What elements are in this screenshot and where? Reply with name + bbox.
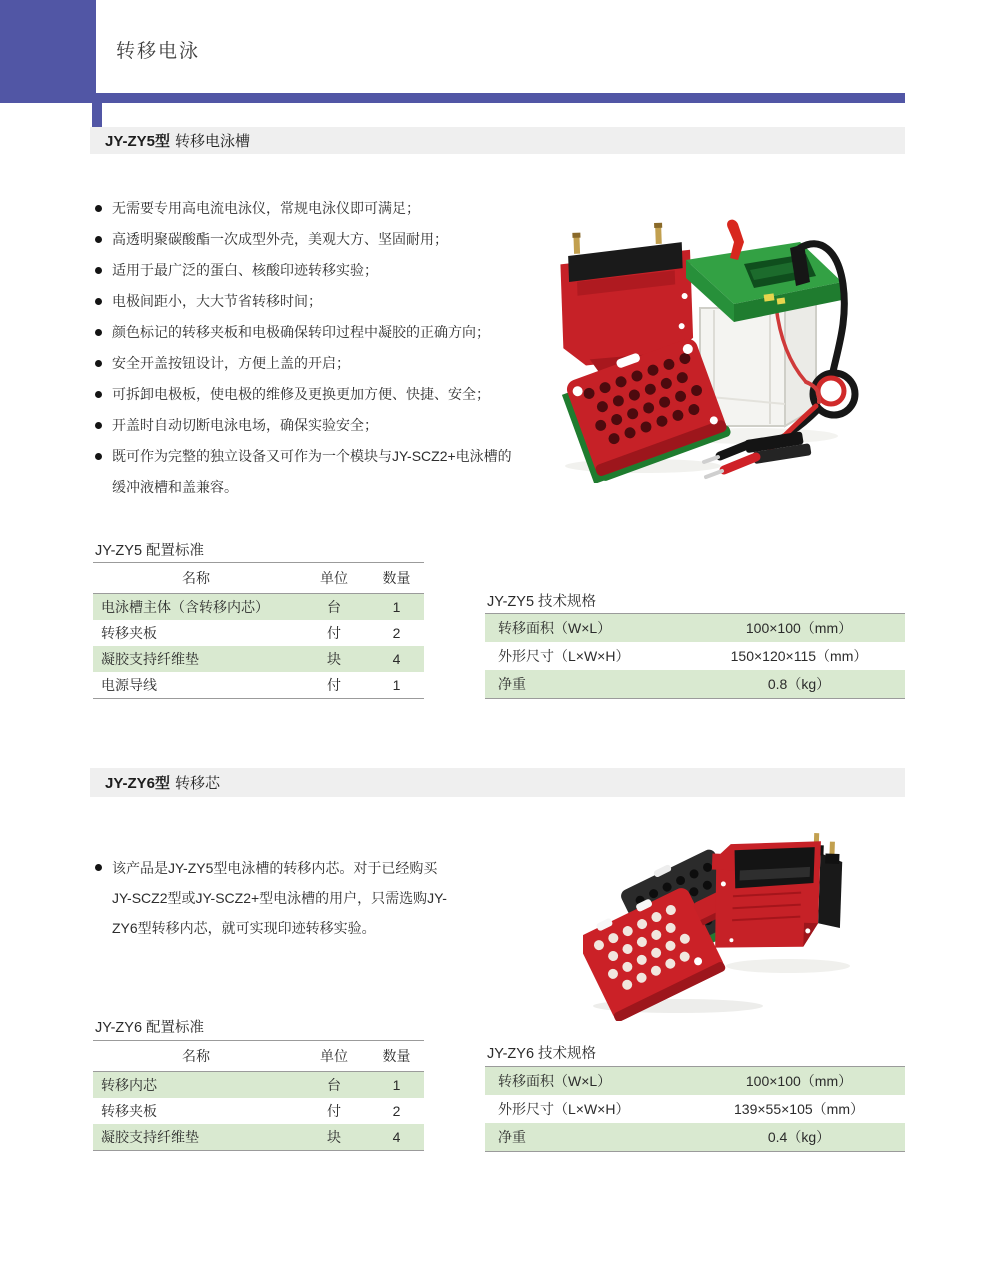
feature-item: 既可作为完整的独立设备又可作为一个模块与JY-SCZ2+电泳槽的缓冲液槽和盖兼容。 (93, 441, 525, 503)
table-row (485, 1067, 905, 1095)
cell-unit: 块 (327, 1129, 341, 1145)
column-header: 数量 (382, 1048, 411, 1064)
cell-qty: 2 (392, 1103, 401, 1119)
cell-qty: 1 (392, 1077, 401, 1093)
cell-label: 外形尺寸（L×W×H） (498, 648, 630, 664)
feature-item: 无需要专用高电流电泳仪，常规电泳仪即可满足； (93, 193, 525, 224)
config-table-jyzy5 (93, 562, 424, 699)
cell-name: 电泳槽主体（含转移内芯） (101, 599, 269, 615)
header-accent-bar (96, 93, 905, 103)
feature-item: 开盖时自动切断电泳电场，确保实验安全； (93, 410, 525, 441)
column-header: 单位 (320, 570, 348, 586)
feature-item: 可拆卸电极板，使电极的维修及更换更加方便、快捷、安全； (93, 379, 525, 410)
spec-table-jyzy6 (485, 1066, 905, 1152)
feature-item: 颜色标记的转移夹板和电极确保转印过程中凝胶的正确方向； (93, 317, 525, 348)
cell-value: 150×120×115（mm） (730, 648, 868, 664)
table-row (93, 646, 424, 672)
cell-name: 凝胶支持纤维垫 (101, 651, 199, 667)
cell-qty: 1 (392, 599, 401, 615)
table-row (93, 1098, 424, 1124)
tank-lid (686, 220, 842, 322)
spec-table-title: JY-ZY6 技术规格 (487, 1046, 597, 1062)
table-row (485, 1123, 905, 1151)
corner-accent-block (0, 0, 96, 103)
header-accent-stub (92, 103, 102, 128)
table-header-row (93, 563, 424, 594)
cell-name: 转移夹板 (101, 1103, 157, 1119)
cell-label: 转移面积（W×L） (498, 1073, 612, 1089)
cell-value: 0.4（kg） (767, 1129, 831, 1145)
section-model-label: JY-ZY5型 (105, 133, 171, 150)
spec-table-jyzy5 (485, 613, 905, 699)
column-header: 名称 (182, 1048, 210, 1064)
table-row (485, 1095, 905, 1123)
transfer-core (709, 830, 843, 952)
section-name-label: 转移芯 (175, 775, 221, 792)
cell-label: 转移面积（W×L） (498, 620, 612, 636)
section-header-jyzy5 (90, 127, 905, 154)
table-row (93, 594, 424, 620)
page-title: 转移电泳 (116, 41, 201, 62)
cell-name: 转移内芯 (101, 1077, 157, 1093)
table-row (93, 620, 424, 646)
column-header: 名称 (182, 570, 210, 586)
section-name-label: 转移电泳槽 (175, 133, 251, 150)
cell-unit: 付 (327, 1103, 341, 1119)
spec-table-title: JY-ZY5 技术规格 (487, 594, 597, 610)
config-table-title: JY-ZY6 配置标准 (95, 1020, 205, 1036)
cell-value: 100×100（mm） (745, 1073, 853, 1089)
column-header: 数量 (382, 570, 411, 586)
feature-item: 高透明聚碳酸酯一次成型外壳，美观大方、坚固耐用； (93, 224, 525, 255)
cell-unit: 块 (327, 651, 341, 667)
table-row (93, 672, 424, 698)
table-row (485, 614, 905, 642)
section-header-jyzy6 (90, 768, 905, 797)
cell-value: 100×100（mm） (745, 620, 853, 636)
cell-name: 转移夹板 (101, 625, 157, 641)
table-row (485, 670, 905, 698)
cell-unit: 付 (327, 625, 341, 641)
table-row (93, 1124, 424, 1150)
cell-qty: 4 (392, 1129, 401, 1145)
cell-qty: 4 (392, 651, 401, 667)
cell-label: 净重 (498, 1129, 526, 1145)
cell-unit: 付 (327, 677, 341, 693)
feature-item: 电极间距小，大大节省转移时间； (93, 286, 525, 317)
cell-label: 外形尺寸（L×W×H） (498, 1101, 630, 1117)
feature-item: 适用于最广泛的蛋白、核酸印迹转移实验； (93, 255, 525, 286)
cell-name: 电源导线 (101, 677, 157, 693)
product-photo-jyzy6 (583, 826, 868, 1021)
cell-value: 0.8（kg） (767, 676, 831, 692)
cell-value: 139×55×105（mm） (734, 1101, 864, 1117)
table-header-row (93, 1041, 424, 1072)
config-table-title: JY-ZY5 配置标准 (95, 543, 205, 559)
cell-qty: 1 (392, 677, 401, 693)
product-description: 该产品是JY-ZY5型电泳槽的转移内芯。对于已经购买JY-SCZ2型或JY-SCZ2+型电泳槽的用户，只需选购JY-ZY6型转移内芯，就可实现印迹转移实验。 (93, 853, 454, 943)
cell-qty: 2 (392, 625, 401, 641)
cell-unit: 台 (327, 1077, 341, 1093)
cell-unit: 台 (327, 599, 341, 615)
product-photo-jyzy5 (548, 198, 893, 483)
cell-name: 凝胶支持纤维垫 (101, 1129, 199, 1145)
feature-item: 安全开盖按钮设计，方便上盖的开启； (93, 348, 525, 379)
table-row (93, 1072, 424, 1098)
config-table-jyzy6 (93, 1040, 424, 1151)
table-row (485, 642, 905, 670)
column-header: 单位 (320, 1048, 348, 1064)
cell-label: 净重 (498, 676, 526, 692)
section-model-label: JY-ZY6型 (105, 775, 171, 792)
feature-list (93, 193, 525, 503)
